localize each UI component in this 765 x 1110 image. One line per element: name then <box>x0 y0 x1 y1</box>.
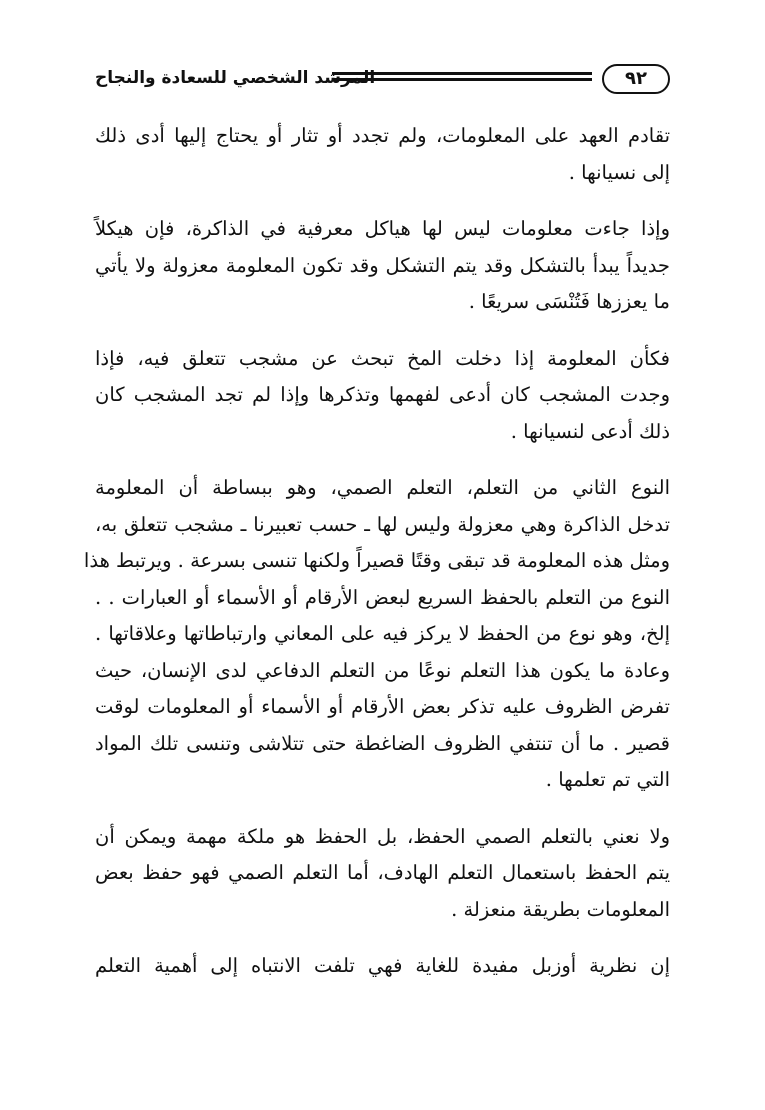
text-line: ولا نعني بالتعلم الصمي الحفظ، بل الحفظ هو ملكة مهمة ويمكن أن <box>95 824 670 848</box>
text-line: يتم الحفظ باستعمال التعلم الهادف، أما التعلم الصمي فهو حفظ بعض <box>95 861 670 884</box>
text-line: وعادة ما يكون هذا التعلم نوعًا من التعلم الدفاعي لدى الإنسان، حيث <box>95 658 670 682</box>
paragraph <box>95 341 670 451</box>
paragraph <box>95 819 670 929</box>
paragraph <box>83 470 670 799</box>
body-text <box>83 118 670 1005</box>
running-title: المرشد الشخصي للسعادة والنجاح <box>95 68 376 88</box>
text-line: تدخل الذاكرة وهي معزولة وليس لها ـ حسب تعبيرنا ـ مشجب تتعلق به، <box>95 512 670 536</box>
text-line: جديداً يبدأ بالتشكل وقد يتم التشكل وقد تكون المعلومة معزولة ولا يأتي <box>95 253 670 277</box>
text-line: إلى نسيانها . <box>568 160 670 184</box>
text-line: وجدت المشجب كان أدعى لفهمها وتذكرها وإذا لم تجد المشجب كان <box>95 383 670 406</box>
paragraph <box>95 118 670 191</box>
text-line: إن نظرية أوزبل مفيدة للغاية فهي تلفت الانتباه إلى أهمية التعلم <box>95 954 670 977</box>
text-line: قصير . ما أن تنتفي الظروف الضاغطة حتى تتلاشى وتنسى تلك المواد <box>95 731 670 755</box>
page-header <box>95 60 670 100</box>
text-line: ومثل هذه المعلومة قد تبقى وقتًا قصيراً ولكنها تنسى بسرعة . ويرتبط هذا <box>83 549 670 572</box>
text-line: التي تم تعلمها . <box>545 768 670 791</box>
text-line: وإذا جاءت معلومات ليس لها هياكل معرفية في الذاكرة، فإن هيكلاً <box>95 217 670 240</box>
text-line: النوع الثاني من التعلم، التعلم الصمي، وهو ببساطة أن المعلومة <box>95 476 670 499</box>
text-line: المعلومات بطريقة منعزلة . <box>451 897 670 921</box>
text-line: فكأن المعلومة إذا دخلت المخ تبحث عن مشجب تتعلق فيه، فإذا <box>95 346 670 370</box>
text-line: تفرض الظروف عليه تذكر بعض الأرقام أو الأسماء أو المعلومات لوقت <box>95 695 670 718</box>
text-line: ذلك أدعى لنسيانها . <box>510 419 670 443</box>
text-line: إلخ، وهو نوع من الحفظ لا يركز فيه على المعاني وارتباطاتها وعلاقاتها . <box>95 622 670 645</box>
text-line: النوع من التعلم بالحفظ السريع لبعض الأرقام أو الأسماء أو العبارات . . <box>95 585 670 609</box>
paragraph <box>95 948 670 985</box>
text-line: ما يعززها فَتُنْسَى سريعًا . <box>468 290 670 313</box>
page-number: ٩٢ <box>602 64 670 94</box>
text-line: تقادم العهد على المعلومات، ولم تجدد أو تثار أو يحتاج إليها أدى ذلك <box>95 124 670 147</box>
paragraph <box>95 211 670 321</box>
